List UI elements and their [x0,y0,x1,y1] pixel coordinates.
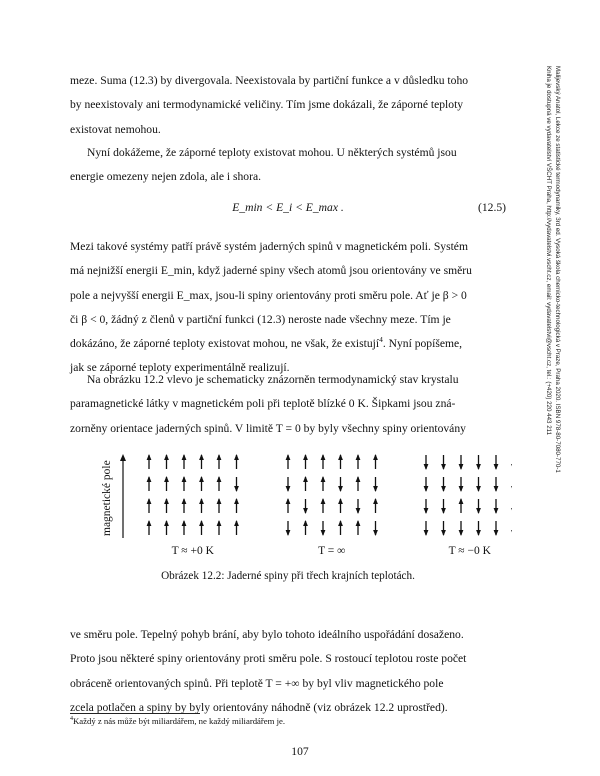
text-line: by neexistovaly ani termodynamické veličiny. Tím jsme dokázali, že záporné teploty [70,98,464,112]
spin-up-arrow [303,454,308,469]
footnote-text: Každý z nás může být miliardářem, ne každý miliardářem je. [73,716,286,726]
text-line: pole a nejvyšší energii E_max, jsou-li spiny orientovány proti směru pole. Ať je β > 0 [70,288,467,302]
spin-down-arrow [511,477,512,492]
spin-up-arrow [164,454,169,469]
spin-up-arrow [321,476,326,491]
equation-number: (12.5) [477,201,506,214]
spin-down-arrow [511,521,512,536]
text-fragment: . Nyní popíšeme, [382,337,463,351]
spin-down-arrow [286,521,291,536]
spin-up-arrow [286,454,291,469]
spin-up-arrow [356,476,361,491]
spin-up-arrow [147,520,152,535]
spin-down-arrow [286,477,291,492]
spin-down-arrow [476,455,481,470]
spin-up-arrow [182,520,187,535]
spin-up-arrow [199,520,204,535]
spin-down-arrow [373,521,378,536]
spin-up-arrow [217,476,222,491]
footnote [70,716,285,726]
text-line: zcela potlačen a spiny by byly orientovány náhodně (viz obrázek 12.2 uprostřed). [70,700,448,714]
spin-down-arrow [338,477,343,492]
text-line: Nyní dokážeme, že záporné teploty existovat mohou. U některých systémů jsou [87,146,457,159]
spin-up-arrow [356,520,361,535]
spin-up-arrow [147,454,152,469]
temperature-label: T = ∞ [318,545,346,557]
spin-down-arrow [494,477,499,492]
spin-down-arrow [441,521,446,536]
text-line [70,332,506,356]
spin-down-arrow [459,477,464,492]
spin-down-arrow [303,499,308,514]
temperature-label: T ≈ −0 K [448,545,491,557]
spin-up-arrow [234,520,239,535]
spin-down-arrow [459,521,464,536]
spin-up-arrow [199,476,204,491]
spin-down-arrow [441,499,446,514]
text-line: Proto jsou některé spiny orientovány proti směru pole. S rostoucí teplotou roste počet [70,652,467,666]
spin-down-arrow [511,455,512,470]
spin-up-arrow [182,454,187,469]
spin-down-arrow [459,455,464,470]
spin-panel [147,454,239,557]
text-fragment: dokázáno, že záporné teploty existovat mohou, ne však, že existují [70,337,380,351]
text-line: existovat nemohou. [70,122,161,136]
spin-up-arrow [373,454,378,469]
spin-panel [286,454,378,557]
temperature-label: T ≈ +0 K [171,545,214,557]
text-line: má nejnižší energii E_min, když jaderné spiny všech atomů jsou orientovány ve směru [70,264,472,278]
spin-up-arrow [234,454,239,469]
text-line: zorněny orientace jaderných spinů. V limitě T = 0 by byly všechny spiny orientovány [70,421,466,435]
paragraph-2 [70,141,506,190]
spin-up-arrow [356,454,361,469]
spin-up-arrow [164,520,169,535]
spin-down-arrow [476,499,481,514]
spin-down-arrow [424,521,429,536]
spin-up-arrow [217,454,222,469]
spin-up-arrow [164,498,169,513]
spin-up-arrow [338,498,343,513]
side-note-line: Kniha je dostupná ve vydavatelství VŠCHT Praha, http://vydavatelstvi.vscht.cz, email: vydavatelstvi@vscht.cz, tel.: (+420) 220 443 211 [545,66,553,436]
side-note [537,66,561,666]
spin-down-arrow [441,477,446,492]
text-line: paramagnetické látky v magnetickém poli při teplotě blízké 0 K. Šipkami jsou zná- [70,397,456,411]
spin-down-arrow [476,521,481,536]
spin-down-arrow [321,521,326,536]
spin-up-arrow [147,476,152,491]
spin-up-arrow [217,498,222,513]
footnote-rule [70,713,200,714]
spin-up-arrow [321,498,326,513]
text-line: meze. Suma (12.3) by divergovala. Neexistovala by partiční funkce a v důsledku toho [70,74,469,87]
spin-up-arrow [234,498,239,513]
spin-panel [424,455,512,557]
spin-up-arrow [459,498,464,513]
text-line: obráceně orientovaných spinů. Při teplotě T = +∞ by byl vliv magnetického pole [70,676,444,690]
footnote-number: 4 [70,716,73,723]
spin-down-arrow [511,499,512,514]
spin-up-arrow [303,476,308,491]
paragraph-4 [70,368,506,441]
text-line: jak se záporné teploty experimentálně realizují. [70,361,290,375]
spin-down-arrow [424,455,429,470]
spin-down-arrow [494,521,499,536]
spin-down-arrow [373,477,378,492]
spin-up-arrow [373,498,378,513]
text-line: ve směru pole. Tepelný pohyb brání, aby bylo tohoto ideálního uspořádání dosaženo. [70,628,464,641]
axis-label: magnetické pole [101,460,113,536]
text-line: Mezi takové systémy patří právě systém jaderných spinů v magnetickém poli. Systém [70,240,468,253]
spin-up-arrow [147,498,152,513]
spin-up-arrow [217,520,222,535]
spin-up-arrow [303,520,308,535]
spin-up-arrow [338,520,343,535]
spin-down-arrow [424,499,429,514]
spin-up-arrow [182,476,187,491]
spin-up-arrow [286,498,291,513]
text-line: energie omezeny nejen zdola, ale i shora. [70,170,261,184]
spin-diagram [92,448,512,558]
paragraph-3 [70,235,506,381]
spin-down-arrow [234,477,239,492]
spin-up-arrow [164,476,169,491]
equation-text: E_min < E_i < E_max . [232,201,344,214]
paragraph-1 [70,69,506,142]
spin-up-arrow [338,454,343,469]
spin-up-arrow [199,454,204,469]
text-line: či β < 0, žádný z členů v partiční funkci (12.3) neroste nade všechny meze. Tím je [70,312,451,326]
spin-up-arrow [199,498,204,513]
spin-down-arrow [356,499,361,514]
text-line: Na obrázku 12.2 vlevo je schematicky znázorněn termodynamický stav krystalu [87,373,459,386]
spin-down-arrow [476,477,481,492]
figure-caption: Obrázek 12.2: Jaderné spiny při třech krajních teplotách. [161,570,415,582]
spin-down-arrow [494,499,499,514]
figure-12-2 [92,448,512,558]
footnote-mark: 4 [379,335,383,345]
spin-up-arrow [321,454,326,469]
side-note-line: Malijevský Anatol, Lekce ze statistické termodynamiky, 3rd ed. Vysoká škola chemicko-technologická v Praze, Praha 2020. ISBN 978-80-7080-770-1 [554,66,561,473]
equation-12-5 [70,201,506,221]
spin-down-arrow [424,477,429,492]
spin-down-arrow [441,455,446,470]
spin-down-arrow [494,455,499,470]
spin-up-arrow [182,498,187,513]
page-number: 107 [291,745,309,758]
axis-arrow [120,454,126,538]
